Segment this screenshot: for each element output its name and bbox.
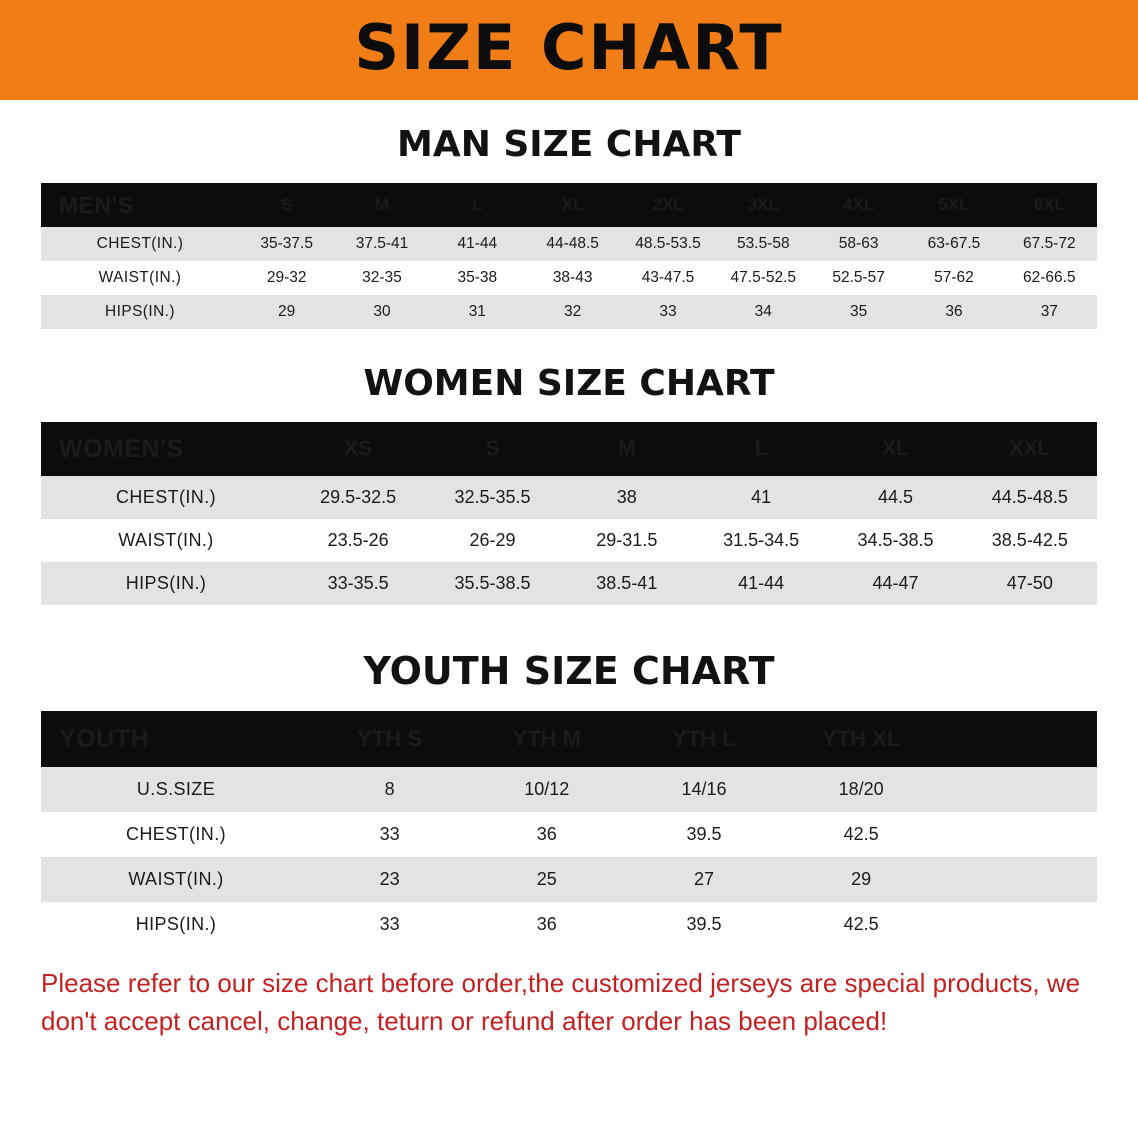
man-size-header: 5XL — [938, 195, 970, 214]
table-row — [41, 295, 1097, 329]
table-row — [41, 767, 1097, 812]
youth-cell-spacer — [940, 902, 1097, 947]
women-cell: 41 — [751, 487, 772, 507]
man-cell: 35-37.5 — [260, 235, 313, 252]
man-cell: 67.5-72 — [1023, 235, 1076, 252]
man-cell: 44-48.5 — [546, 235, 599, 252]
women-cell: 34.5-38.5 — [857, 530, 934, 550]
youth-size-table-wrapper — [41, 711, 1097, 947]
man-row-label: CHEST(IN.) — [96, 235, 184, 252]
man-table-head — [41, 183, 1097, 227]
man-size-header: 3XL — [747, 195, 779, 214]
table-row — [41, 476, 1097, 519]
man-cell: 41-44 — [457, 235, 498, 252]
women-size-header: XS — [344, 437, 373, 460]
man-cell: 38-43 — [552, 269, 593, 286]
table-row — [41, 857, 1097, 902]
women-cell: 35.5-38.5 — [454, 573, 531, 593]
women-section-heading: WOMEN SIZE CHART — [363, 363, 775, 404]
women-cell: 38.5-41 — [596, 573, 658, 593]
man-size-table — [41, 183, 1097, 329]
youth-cell: 39.5 — [686, 824, 722, 844]
youth-row-label: HIPS(IN.) — [135, 914, 217, 934]
man-size-header: XL — [561, 195, 584, 214]
man-cell: 53.5-58 — [737, 235, 790, 252]
youth-size-header: YTH XL — [822, 726, 901, 751]
youth-cell: 33 — [379, 914, 400, 934]
page-banner — [0, 0, 1138, 100]
youth-size-header: YTH L — [672, 726, 736, 751]
man-cell: 32-35 — [362, 269, 402, 286]
women-size-table-wrapper — [41, 422, 1097, 605]
youth-size-header: YTH S — [357, 726, 422, 751]
man-size-header: 2XL — [652, 195, 684, 214]
table-row — [41, 812, 1097, 857]
women-cell: 44.5 — [877, 487, 913, 507]
man-size-header: S — [280, 195, 293, 214]
man-cell: 30 — [373, 303, 391, 320]
youth-table-body — [41, 767, 1097, 947]
women-table-head — [41, 422, 1097, 476]
women-cell: 31.5-34.5 — [723, 530, 800, 550]
man-cell: 29-32 — [266, 269, 307, 286]
youth-cell: 18/20 — [838, 779, 884, 799]
man-cell: 52.5-57 — [832, 269, 885, 286]
women-header-row — [41, 422, 1097, 476]
man-size-header: 4XL — [843, 195, 875, 214]
youth-cell: 27 — [693, 869, 714, 889]
man-cell: 31 — [468, 303, 486, 320]
women-cell: 44.5-48.5 — [991, 487, 1068, 507]
youth-cell: 39.5 — [686, 914, 722, 934]
table-row — [41, 902, 1097, 947]
women-cell: 26-29 — [469, 530, 516, 550]
man-size-header: M — [374, 195, 390, 214]
man-size-header: 6XL — [1033, 195, 1065, 214]
women-cell: 41-44 — [738, 573, 785, 593]
man-cell: 36 — [945, 303, 963, 320]
women-corner-label: WOMEN'S — [59, 434, 184, 463]
women-size-table — [41, 422, 1097, 605]
youth-cell: 25 — [536, 869, 557, 889]
order-policy-note: Please refer to our size chart before order,the customized jerseys are special products, we don't accept cancel, change, teturn or refund after order has been placed! — [41, 968, 1081, 1036]
man-cell: 57-62 — [934, 269, 974, 286]
youth-cell: 36 — [536, 824, 557, 844]
youth-header-row — [41, 711, 1097, 767]
youth-cell: 33 — [379, 824, 400, 844]
youth-section-heading: YOUTH SIZE CHART — [363, 649, 775, 693]
man-cell: 62-66.5 — [1023, 269, 1076, 286]
women-cell: 38.5-42.5 — [991, 530, 1068, 550]
women-row-label: HIPS(IN.) — [125, 573, 207, 593]
youth-size-table — [41, 711, 1097, 947]
youth-cell: 42.5 — [843, 824, 879, 844]
page-title: SIZE CHART — [354, 11, 784, 84]
table-row — [41, 519, 1097, 562]
man-header-row — [41, 183, 1097, 227]
man-size-header: L — [472, 195, 483, 214]
man-cell: 29 — [278, 303, 296, 320]
youth-table-head — [41, 711, 1097, 767]
table-row — [41, 562, 1097, 605]
youth-corner-label: YOUTH — [59, 724, 149, 753]
youth-cell: 36 — [536, 914, 557, 934]
women-cell: 33-35.5 — [327, 573, 389, 593]
man-cell: 35-38 — [457, 269, 498, 286]
women-cell: 29-31.5 — [596, 530, 658, 550]
man-cell: 48.5-53.5 — [635, 235, 701, 252]
youth-cell: 14/16 — [681, 779, 727, 799]
man-corner-label: MEN'S — [59, 191, 134, 218]
women-size-header: XXL — [1009, 437, 1051, 460]
youth-cell: 23 — [379, 869, 400, 889]
women-cell: 44-47 — [872, 573, 919, 593]
youth-cell: 42.5 — [843, 914, 879, 934]
man-cell: 63-67.5 — [927, 235, 981, 252]
man-row-label: WAIST(IN.) — [98, 269, 182, 286]
youth-cell-spacer — [940, 812, 1097, 857]
women-cell: 47-50 — [1006, 573, 1053, 593]
youth-cell-spacer — [940, 857, 1097, 902]
women-size-header: M — [618, 437, 636, 460]
man-cell: 37 — [1040, 303, 1058, 320]
man-cell: 35 — [850, 303, 868, 320]
youth-cell-spacer — [940, 767, 1097, 812]
table-row — [41, 261, 1097, 295]
women-size-header: XL — [882, 437, 909, 460]
women-cell: 38 — [616, 487, 637, 507]
women-row-label: CHEST(IN.) — [116, 487, 216, 507]
table-row — [41, 227, 1097, 261]
man-cell: 32 — [564, 303, 582, 320]
youth-row-label: U.S.SIZE — [136, 779, 216, 799]
man-size-table-wrapper — [41, 183, 1097, 329]
man-row-label: HIPS(IN.) — [105, 303, 175, 320]
man-cell: 33 — [659, 303, 677, 320]
women-cell: 32.5-35.5 — [454, 487, 531, 507]
youth-cell: 10/12 — [524, 779, 570, 799]
man-cell: 47.5-52.5 — [730, 269, 797, 286]
man-cell: 37.5-41 — [355, 235, 409, 252]
youth-row-label: CHEST(IN.) — [126, 824, 226, 844]
women-table-body — [41, 476, 1097, 605]
women-size-header: S — [485, 437, 500, 460]
women-size-header: L — [754, 437, 768, 460]
man-cell: 34 — [754, 303, 772, 320]
women-cell: 23.5-26 — [327, 530, 389, 550]
youth-cell: 8 — [384, 779, 395, 799]
women-cell: 29.5-32.5 — [320, 487, 397, 507]
youth-cell: 29 — [851, 869, 872, 889]
women-row-label: WAIST(IN.) — [118, 530, 214, 550]
man-table-body — [41, 227, 1097, 329]
man-cell: 43-47.5 — [641, 269, 695, 286]
youth-size-header-spacer — [940, 711, 1097, 767]
man-section-heading: MAN SIZE CHART — [397, 124, 741, 165]
youth-size-header: YTH M — [512, 726, 581, 751]
man-cell: 58-63 — [838, 235, 879, 252]
youth-row-label: WAIST(IN.) — [128, 869, 224, 889]
